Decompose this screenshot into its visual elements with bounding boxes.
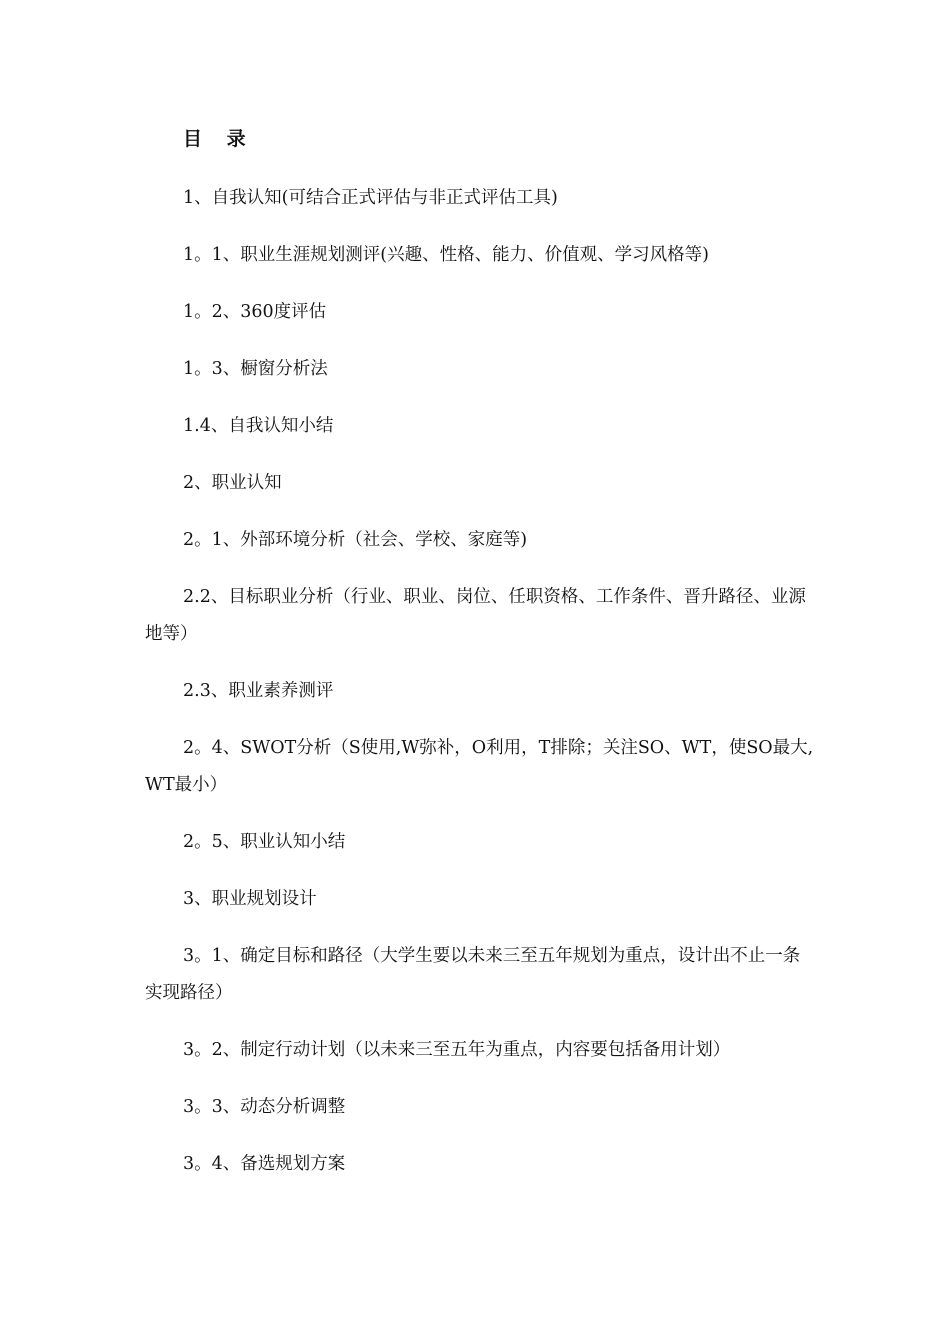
toc-item-3-3: 3。3、动态分析调整 [183,1097,346,1117]
toc-item-2-1: 2。1、外部环境分析（社会、学校、家庭等) [183,530,528,550]
toc-item-3-2: 3。2、制定行动计划（以未来三至五年为重点，内容要包括备用计划） [183,1040,731,1060]
toc-item-1-3: 1。3、橱窗分析法 [183,359,328,379]
toc-heading: 目 录 [183,128,255,150]
toc-item-2-3: 2.3、职业素养测评 [183,681,334,701]
toc-item-1: 1、自我认知(可结合正式评估与非正式评估工具) [183,188,558,208]
toc-item-1-1: 1。1、职业生涯规划测评(兴趣、性格、能力、价值观、学习风格等) [183,245,709,265]
toc-item-1-2: 1。2、360度评估 [183,302,327,322]
toc-item-3-4: 3。4、备选规划方案 [183,1154,346,1174]
toc-item-2-2: 2.2、目标职业分析（行业、职业、岗位、任职资格、工作条件、晋升路径、业源地等） [145,587,806,644]
toc-item-2-5: 2。5、职业认知小结 [183,832,346,852]
toc-item-2-4: 2。4、SWOT分析（S使用,W弥补，O利用，T排除；关注SO、WT，使SO最大,WT最小） [145,738,814,795]
toc-item-1-4: 1.4、自我认知小结 [183,416,334,436]
toc-item-3-1: 3。1、确定目标和路径（大学生要以未来三至五年规划为重点，设计出不止一条实现路径） [145,946,801,1003]
toc-item-2: 2、职业认知 [183,473,282,493]
toc-list [145,180,815,1203]
toc-item-3: 3、职业规划设计 [183,889,317,909]
